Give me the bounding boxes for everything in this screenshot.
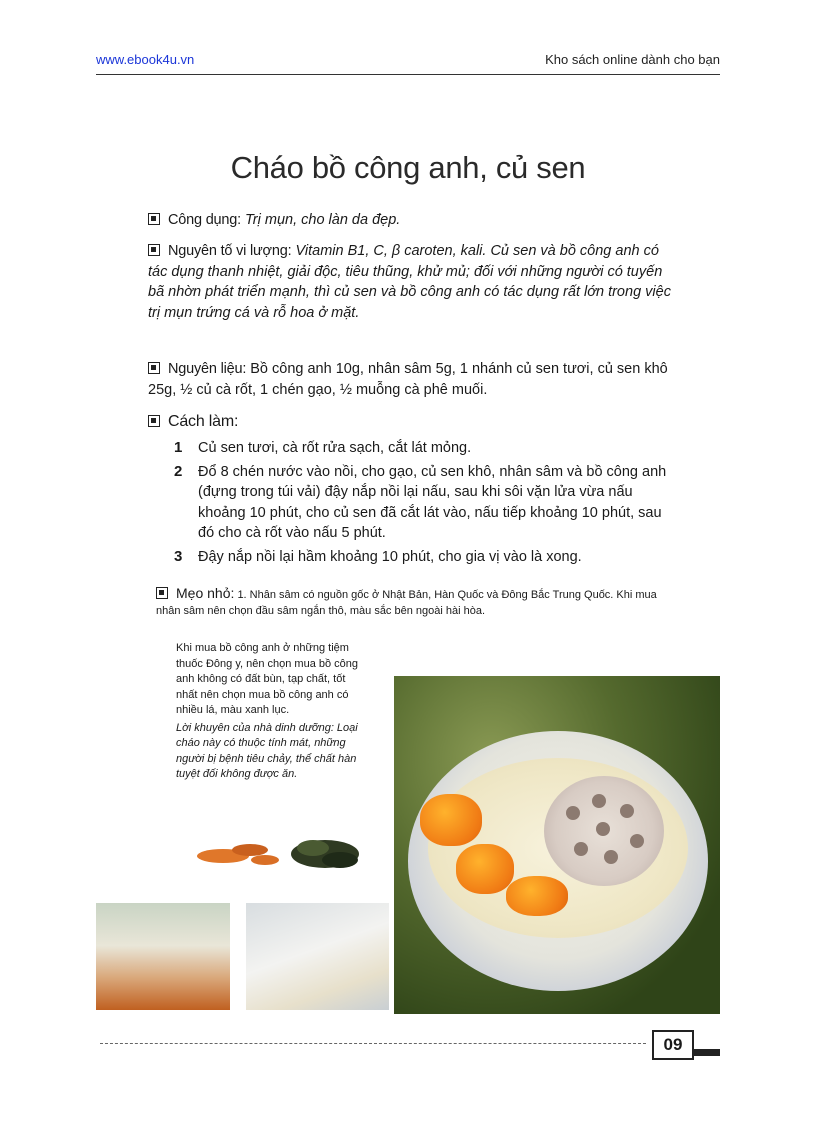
carrot-slice: [506, 876, 568, 916]
section-nutrients: [148, 241, 678, 323]
tip-dandelion: Khi mua bồ công anh ở những tiệm thuốc Đông y, nên chọn mua bồ công anh không có đất bùn, tạp chất, tốt nhất nên chọn mua bồ công anh có nhiều lá, màu xanh lục.: [176, 642, 359, 716]
lotus-carrot-photo: [96, 903, 230, 1010]
step-item: [174, 547, 674, 568]
step-text: Đổ 8 chén nước vào nồi, cho gạo, củ sen khô, nhân sâm và bồ công anh (đựng trong túi vải) đậy nắp nồi lại nấu, sau khi sôi vặn lửa vừa nấu khoảng 10 phút, cho củ sen đã cắt lát vào, nấu tiếp khoảng 10 phút, sau đó cho cà rốt vào nấu 5 phút.: [198, 463, 667, 541]
tips-column: [176, 641, 364, 783]
step-text: Đậy nắp nồi lại hầm khoảng 10 phút, cho gia vị vào là xong.: [198, 548, 582, 565]
footer-divider: [100, 1043, 646, 1044]
carrot-slice: [420, 794, 482, 846]
bullet-icon: [148, 213, 160, 225]
section-uses: [148, 210, 678, 231]
porridge-bowl-photo: [394, 676, 720, 1014]
nutritionist-advice: Lời khuyên của nhà dinh dưỡng: Loại cháo này có thuộc tính mát, những người bị bệnh tiêu chảy, thể chất hàn tuyệt đối không được ăn.: [176, 721, 358, 780]
bullet-icon: [156, 587, 168, 599]
site-link[interactable]: www.ebook4u.vn: [96, 52, 195, 67]
step-text: Củ sen tươi, cà rốt rửa sạch, cắt lát mỏng.: [198, 440, 472, 456]
ingredients-label: Nguyên liệu:: [168, 361, 247, 377]
step-item: [174, 462, 674, 544]
method-label: Cách làm:: [168, 413, 239, 430]
nutrients-text: Vitamin B1, C, β caroten, kali. Củ sen và bồ công anh có tác dụng thanh nhiệt, giải độc, tiêu thũng, khử mủ; đối với những người có tuyến bã nhờn phát triển mạnh, thì củ sen và bồ công anh có tác dụng rất lớn trong việc trị mụn trứng cá và rỗ hoa ở mặt.: [148, 243, 671, 321]
page-number: 09: [652, 1030, 694, 1060]
uses-text: Trị mụn, cho làn da đẹp.: [245, 212, 401, 228]
carrot-slice: [456, 844, 514, 894]
ingredients-plate-photo: [246, 903, 389, 1010]
lotus-root-slice: [544, 776, 664, 886]
ingredients-text: Bồ công anh 10g, nhân sâm 5g, 1 nhánh củ sen tươi, củ sen khô 25g, ½ củ cà rốt, 1 chén gạo, ½ muỗng cà phê muối.: [148, 361, 668, 398]
header-tagline: Kho sách online dành cho bạn: [545, 52, 720, 67]
step-number: 3: [174, 547, 183, 565]
tips-label: Mẹo nhỏ:: [176, 585, 235, 601]
step-number: 2: [174, 462, 183, 480]
method-steps: [174, 438, 674, 570]
section-ingredients: [148, 359, 678, 400]
section-method: [148, 412, 678, 433]
page-header: [96, 52, 720, 75]
nutrients-label: Nguyên tố vi lượng:: [168, 243, 292, 259]
ingredients-photo: [195, 834, 365, 874]
step-item: [174, 438, 674, 459]
bullet-icon: [148, 244, 160, 256]
uses-label: Công dụng:: [168, 212, 241, 228]
recipe-title: Cháo bồ công anh, củ sen: [230, 150, 586, 185]
bullet-icon: [148, 362, 160, 374]
tips-block: [156, 586, 666, 619]
step-number: 1: [174, 439, 183, 456]
tip-ginseng: 1. Nhân sâm có nguồn gốc ở Nhật Bản, Hàn Quốc và Đông Bắc Trung Quốc. Khi mua nhân sâm nên chọn đầu sâm ngắn thô, màu sắc bên ngoài hài hòa.: [156, 589, 657, 617]
bullet-icon: [148, 415, 160, 427]
page-number-bar: [692, 1049, 720, 1056]
